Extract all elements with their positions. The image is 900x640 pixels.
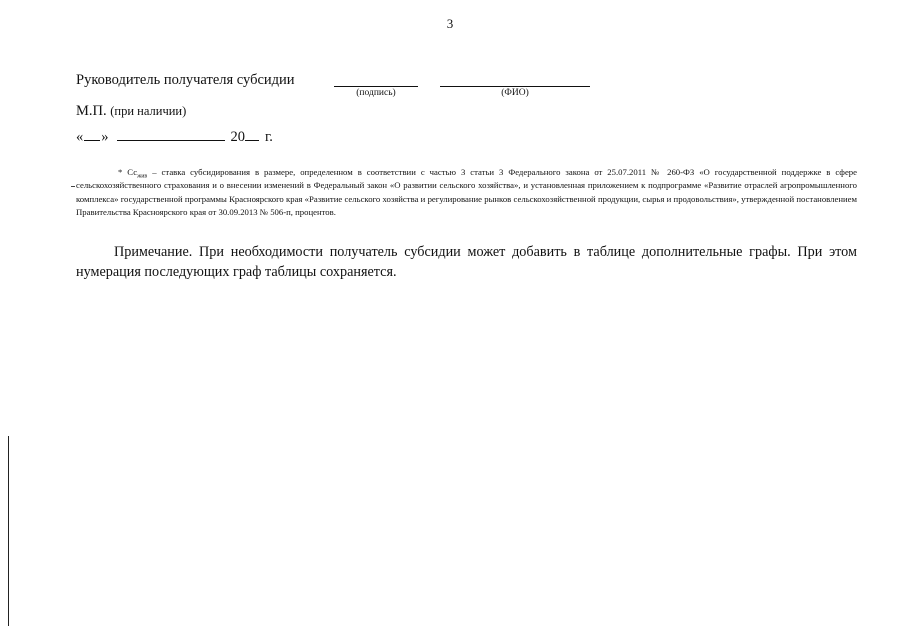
year-blank (245, 128, 259, 141)
scan-edge-line (8, 436, 9, 626)
signature-field (334, 86, 418, 98)
margin-mark (71, 186, 75, 187)
note-paragraph: Примечание. При необходимости получатель субсидии может добавить в таблице дополнительные графы. При этом нумерация последующих граф таблицы сохраняется. (76, 244, 857, 280)
page-number: 3 (446, 16, 454, 31)
footnote (76, 166, 857, 220)
full-name-caption: (ФИО) (501, 88, 529, 98)
head-of-recipient-label: Руководитель получателя субсидии (76, 72, 295, 88)
date-open-quote: « (76, 129, 84, 145)
stamp-placeholder (76, 103, 186, 120)
footnote-marker-subscript: жив (137, 173, 148, 180)
signature-caption: (подпись) (356, 88, 396, 98)
footnote-text: – ставка субсидирования в размере, определенном в соответствии с частью 3 статьи 3 Федерального закона от 25.07.2011 № 260-ФЗ «О государственной поддержке в сфере сельскохозяйственного страхования и о внесении изменений в Федеральный закон «О развитии сельского хозяйства», и установленная приложением к подпрограмме «Развитие отраслей агропромышленного комплекса» государственной программы Красноярского края «Развитие сельского хозяйства и регулирование рынков сельскохозяйственной продукции, сырья и продовольствия», утвержденной постановлением Правительства Красноярского края от 30.09.2013 № 506-п, процентов. (76, 167, 857, 218)
date-close-quote: » (101, 129, 109, 145)
year-prefix: 20 (230, 129, 245, 145)
full-name-field (440, 86, 590, 98)
month-blank (117, 128, 225, 141)
footnote-marker: * Сс (118, 167, 138, 177)
stamp-label: М.П. (76, 103, 107, 119)
stamp-note: (при наличии) (110, 104, 187, 118)
date-line (76, 128, 273, 146)
year-suffix: г. (265, 129, 273, 145)
day-blank (84, 128, 100, 141)
